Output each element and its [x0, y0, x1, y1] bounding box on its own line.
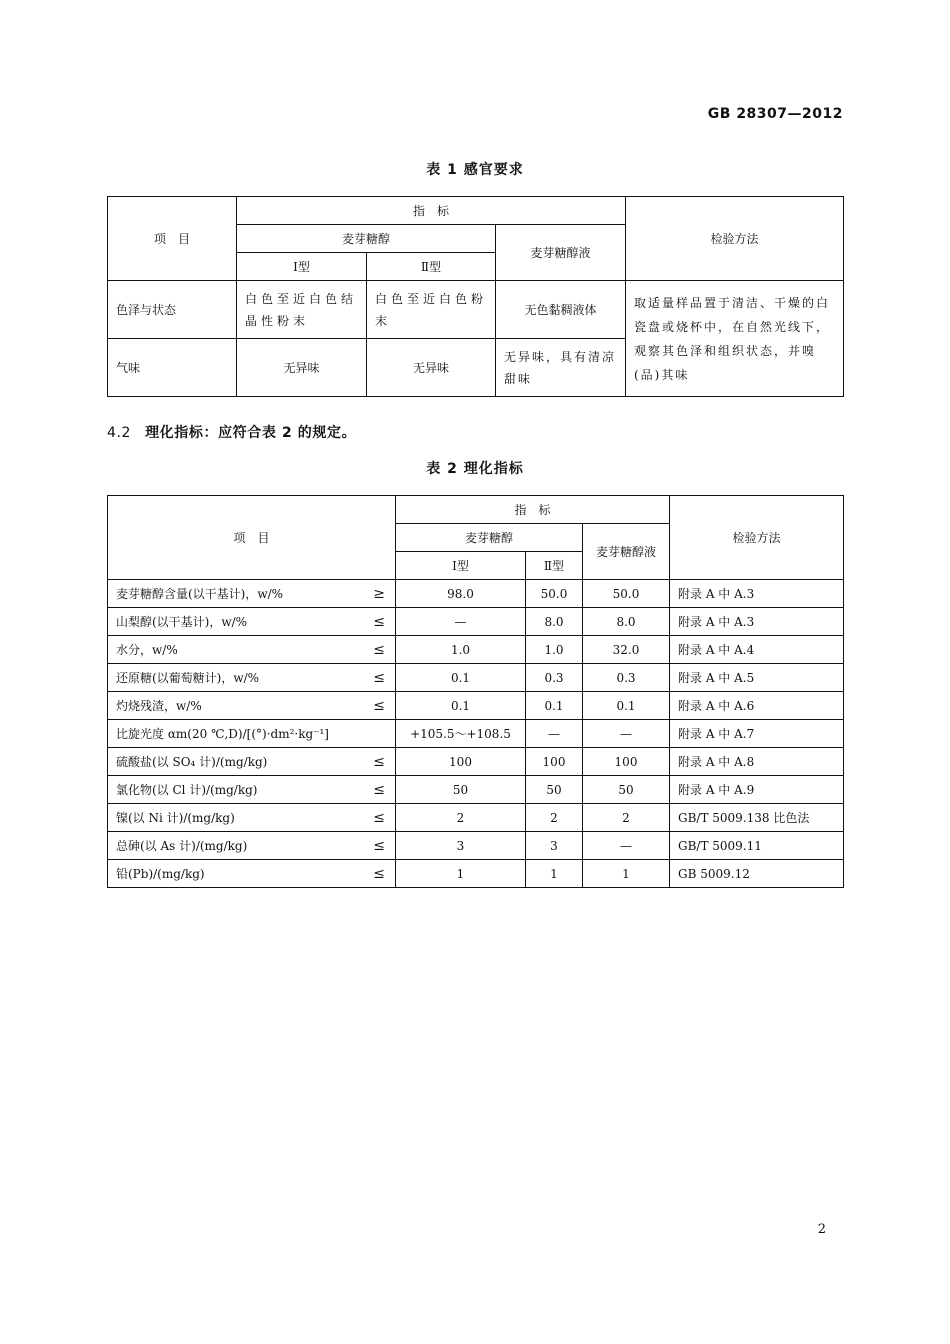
- table2-type2: 100: [526, 748, 583, 776]
- table2-method: GB/T 5009.11: [670, 832, 844, 860]
- limit-symbol: ≤: [373, 613, 385, 630]
- table2-liquid: —: [583, 720, 670, 748]
- table-row: [108, 804, 844, 832]
- table1-liquid: 无色黏稠液体: [496, 281, 626, 339]
- table1-head-maltitol: 麦芽糖醇: [237, 225, 496, 253]
- table1-head-item: 项 目: [108, 197, 237, 281]
- table2-item-label: 麦芽糖醇含量(以干基计)，w/%: [116, 586, 284, 601]
- table2-method: GB 5009.12: [670, 860, 844, 888]
- table2-head-item: 项 目: [108, 496, 396, 580]
- standard-code: GB 28307—2012: [707, 106, 843, 122]
- table2-item-label: 还原糖(以葡萄糖计)，w/%: [116, 670, 260, 685]
- table2-type2: 1: [526, 860, 583, 888]
- limit-symbol: ≥: [373, 585, 385, 602]
- table1-type1: 无异味: [237, 339, 367, 397]
- table2-method: 附录 A 中 A.4: [670, 636, 844, 664]
- table2-liquid: 32.0: [583, 636, 670, 664]
- table-row: [108, 832, 844, 860]
- table2-method: GB/T 5009.138 比色法: [670, 804, 844, 832]
- table2-method: 附录 A 中 A.8: [670, 748, 844, 776]
- table2-item-label: 氯化物(以 Cl 计)/(mg/kg): [116, 782, 258, 797]
- table2-head-type1: Ⅰ型: [396, 552, 526, 580]
- table-row: [108, 748, 844, 776]
- table2-method: 附录 A 中 A.3: [670, 580, 844, 608]
- table2-type1: 1: [396, 860, 526, 888]
- table2-type1: 50: [396, 776, 526, 804]
- table2-type2: 8.0: [526, 608, 583, 636]
- table2-liquid: 8.0: [583, 608, 670, 636]
- table2-head-method: 检验方法: [670, 496, 844, 580]
- table2-liquid: 1: [583, 860, 670, 888]
- table2-caption: 表 2 理化指标: [426, 461, 524, 477]
- table2-type1: —: [396, 608, 526, 636]
- limit-symbol: ≤: [373, 781, 385, 798]
- table2-item-label: 山梨醇(以干基计)，w/%: [116, 614, 248, 629]
- table2-liquid: 50.0: [583, 580, 670, 608]
- table2-item: [108, 748, 396, 776]
- table1-caption: 表 1 感官要求: [426, 162, 524, 178]
- table2-head-type2: Ⅱ型: [526, 552, 583, 580]
- table1-type2: 白色至近白色粉末: [367, 281, 496, 339]
- table1-head-type1: Ⅰ型: [237, 253, 367, 281]
- table1-head-method: 检验方法: [626, 197, 844, 281]
- table2-type2: —: [526, 720, 583, 748]
- table2-liquid: 50: [583, 776, 670, 804]
- sensory-requirements-table: [107, 196, 844, 397]
- table-row: [108, 860, 844, 888]
- table2-head-index: 指 标: [396, 496, 670, 524]
- table2-type1: 3: [396, 832, 526, 860]
- table1-head-liquid: 麦芽糖醇液: [496, 225, 626, 281]
- table-row: [108, 608, 844, 636]
- table2-type1: 0.1: [396, 692, 526, 720]
- table2-item: [108, 636, 396, 664]
- table-row: [108, 776, 844, 804]
- limit-symbol: ≤: [373, 669, 385, 686]
- limit-symbol: ≤: [373, 753, 385, 770]
- table2-item: [108, 776, 396, 804]
- table-row: [108, 720, 844, 748]
- table2-type2: 50.0: [526, 580, 583, 608]
- limit-symbol: ≤: [373, 697, 385, 714]
- table2-head-liquid: 麦芽糖醇液: [583, 524, 670, 580]
- table2-type2: 2: [526, 804, 583, 832]
- table2-head-maltitol: 麦芽糖醇: [396, 524, 583, 552]
- table2-liquid: 0.3: [583, 664, 670, 692]
- limit-symbol: ≤: [373, 865, 385, 882]
- table2-item-label: 总砷(以 As 计)/(mg/kg): [116, 838, 248, 853]
- table2-type2: 0.1: [526, 692, 583, 720]
- table2-item: [108, 720, 396, 748]
- limit-symbol: ≤: [373, 809, 385, 826]
- table2-item-label: 水分，w/%: [116, 642, 178, 657]
- clause-text: 理化指标：应符合表 2 的规定。: [145, 425, 357, 441]
- limit-symbol: ≤: [373, 837, 385, 854]
- table2-type1: 2: [396, 804, 526, 832]
- page-number: 2: [817, 1222, 826, 1237]
- table2-item: [108, 580, 396, 608]
- table2-item: [108, 860, 396, 888]
- limit-symbol: ≤: [373, 641, 385, 658]
- clause-4-2: [107, 422, 356, 442]
- table2-type2: 50: [526, 776, 583, 804]
- table2-item: [108, 832, 396, 860]
- table-row: [108, 664, 844, 692]
- table2-type2: 1.0: [526, 636, 583, 664]
- table2-method: 附录 A 中 A.6: [670, 692, 844, 720]
- table2-type1: 100: [396, 748, 526, 776]
- table2-method: 附录 A 中 A.9: [670, 776, 844, 804]
- table-row: [108, 281, 844, 339]
- table-row: [108, 636, 844, 664]
- table2-item-label: 铅(Pb)/(mg/kg): [116, 866, 205, 881]
- table2-type1: 0.1: [396, 664, 526, 692]
- table-row: [108, 692, 844, 720]
- table2-item-label: 硫酸盐(以 SO₄ 计)/(mg/kg): [116, 754, 268, 769]
- table2-liquid: —: [583, 832, 670, 860]
- table2-type1: 1.0: [396, 636, 526, 664]
- table2-item: [108, 804, 396, 832]
- physicochemical-indices-table: [107, 495, 844, 888]
- table2-method: 附录 A 中 A.3: [670, 608, 844, 636]
- table1-head-type2: Ⅱ型: [367, 253, 496, 281]
- table2-liquid: 2: [583, 804, 670, 832]
- table1-liquid: 无异味，具有清凉甜味: [496, 339, 626, 397]
- table2-method: 附录 A 中 A.5: [670, 664, 844, 692]
- table2-item-label: 比旋光度 αm(20 ℃,D)/[(°)·dm²·kg⁻¹]: [116, 726, 329, 741]
- table1-type2: 无异味: [367, 339, 496, 397]
- table2-liquid: 100: [583, 748, 670, 776]
- table2-item: [108, 692, 396, 720]
- table2-item: [108, 608, 396, 636]
- table2-item: [108, 664, 396, 692]
- table2-type2: 0.3: [526, 664, 583, 692]
- clause-number: 4.2: [107, 425, 132, 441]
- table1-head-index: 指 标: [237, 197, 626, 225]
- table1-item: 气味: [108, 339, 237, 397]
- table1-method-text: 取适量样品置于清洁、干燥的白瓷盘或烧杯中，在自然光线下，观察其色泽和组织状态，并嗅(品)其味: [626, 281, 844, 397]
- table2-type2: 3: [526, 832, 583, 860]
- table1-item: 色泽与状态: [108, 281, 237, 339]
- table2-liquid: 0.1: [583, 692, 670, 720]
- table-row: [108, 580, 844, 608]
- table1-type1: 白色至近白色结晶性粉末: [237, 281, 367, 339]
- table2-type1: +105.5～+108.5: [396, 720, 526, 748]
- table2-method: 附录 A 中 A.7: [670, 720, 844, 748]
- table2-item-label: 镍(以 Ni 计)/(mg/kg): [116, 810, 235, 825]
- table2-type1: 98.0: [396, 580, 526, 608]
- table2-item-label: 灼烧残渣，w/%: [116, 698, 202, 713]
